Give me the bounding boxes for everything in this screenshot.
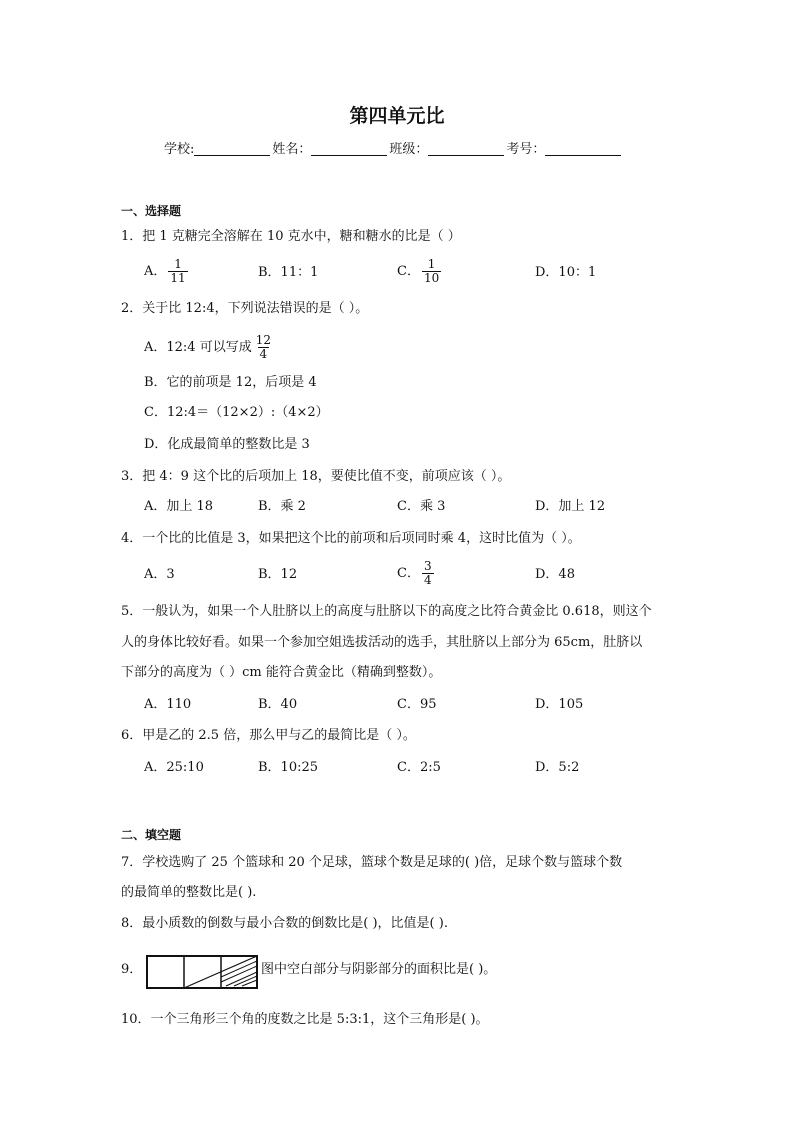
q2-option-c[interactable]: C．12:4＝（12×2）:（4×2） (144, 405, 329, 420)
numerator: 3 (423, 559, 432, 573)
fraction (254, 334, 273, 360)
question-9-number: 9． (121, 962, 143, 977)
q6-option-b[interactable]: B．10:25 (258, 760, 319, 775)
number-label: 考号： (506, 142, 546, 157)
q1-option-c[interactable] (397, 258, 441, 284)
option-text: A．12:4 可以写成 (144, 339, 252, 355)
question-10: 10．一个三角形三个角的度数之比是 5:3:1，这个三角形是( )。 (121, 1012, 489, 1027)
q5-option-a[interactable]: A．110 (144, 697, 192, 712)
fraction (422, 560, 434, 586)
q2-option-a[interactable] (144, 334, 273, 360)
denominator: 10 (423, 270, 440, 285)
q2-option-b[interactable]: B．它的前项是 12，后项是 4 (144, 375, 317, 390)
name-label: 姓名： (272, 142, 312, 157)
fraction (168, 258, 187, 284)
q4-option-b[interactable]: B．12 (258, 567, 298, 582)
question-5-line-3: 下部分的高度为（ ）cm 能符合黄金比（精确到整数）。 (121, 665, 442, 680)
q4-option-c[interactable] (397, 560, 434, 586)
class-field[interactable] (428, 141, 504, 156)
fraction (422, 258, 441, 284)
q1-option-d[interactable]: D．10：1 (535, 265, 597, 280)
question-6: 6．甲是乙的 2.5 倍，那么甲与乙的最简比是（ ）。 (121, 728, 416, 743)
denominator: 11 (170, 270, 186, 285)
q1-option-b[interactable]: B．11：1 (258, 265, 319, 280)
student-info-line (164, 141, 623, 156)
page-title: 第四单元比 (349, 105, 445, 127)
q5-option-d[interactable]: D．105 (535, 697, 584, 712)
section-title-fill-blank: 二、填空题 (121, 828, 182, 842)
q3-option-b[interactable]: B．乘 2 (258, 499, 306, 514)
denominator: 4 (259, 346, 268, 361)
q3-option-c[interactable]: C．乘 3 (397, 499, 446, 514)
question-4: 4．一个比的比值是 3，如果把这个比的前项和后项同时乘 4，这时比值为（ ）。 (121, 531, 581, 546)
question-2: 2．关于比 12:4，下列说法错误的是（ ）。 (121, 301, 369, 316)
q1-option-a[interactable] (144, 258, 188, 284)
option-label: A． (144, 263, 167, 279)
q3-option-d[interactable]: D．加上 12 (535, 499, 606, 514)
question-5-line-2: 人的身体比较好看。如果一个参加空姐选拔活动的选手，其肚脐以上部分为 65cm，肚脐以 (121, 635, 643, 650)
number-field[interactable] (545, 141, 621, 156)
rectangle-figure (146, 955, 258, 989)
question-7-line-2: 的最简单的整数比是( ). (121, 885, 257, 900)
q2-option-d[interactable]: D．化成最简单的整数比是 3 (144, 437, 310, 452)
option-label: C． (397, 565, 420, 581)
question-3: 3．把 4：9 这个比的后项加上 18，要使比值不变，前项应该（ ）。 (121, 469, 511, 484)
numerator: 12 (255, 333, 271, 347)
q4-option-d[interactable]: D．48 (535, 567, 575, 582)
question-9-text: 图中空白部分与阴影部分的面积比是( )。 (261, 962, 497, 977)
school-label: 学校: (164, 142, 195, 157)
name-field[interactable] (311, 141, 387, 156)
class-label: 班级： (389, 142, 429, 157)
q6-option-c[interactable]: C．2:5 (397, 760, 441, 775)
question-5-line-1: 5．一般认为，如果一个人肚脐以上的高度与肚脐以下的高度之比符合黄金比 0.618，则这个 (121, 604, 652, 619)
q6-option-a[interactable]: A．25:10 (144, 760, 204, 775)
question-8: 8．最小质数的倒数与最小合数的倒数比是( )，比值是( ). (121, 916, 448, 931)
numerator: 1 (427, 257, 436, 271)
q3-option-a[interactable]: A．加上 18 (144, 499, 214, 514)
school-field[interactable] (194, 141, 270, 156)
numerator: 1 (174, 257, 182, 271)
question-1: 1．把 1 克糖完全溶解在 10 克水中，糖和糖水的比是（ ） (121, 229, 461, 244)
section-title-choice: 一、选择题 (121, 204, 182, 218)
q5-option-c[interactable]: C．95 (397, 697, 437, 712)
q5-option-b[interactable]: B．40 (258, 697, 298, 712)
q6-option-d[interactable]: D．5:2 (535, 760, 580, 775)
question-7-line-1: 7．学校选购了 25 个篮球和 20 个足球，篮球个数是足球的( )倍，足球个数与篮球个数 (121, 855, 623, 870)
denominator: 4 (423, 572, 432, 587)
option-label: C． (397, 263, 420, 279)
q4-option-a[interactable]: A．3 (144, 567, 175, 582)
